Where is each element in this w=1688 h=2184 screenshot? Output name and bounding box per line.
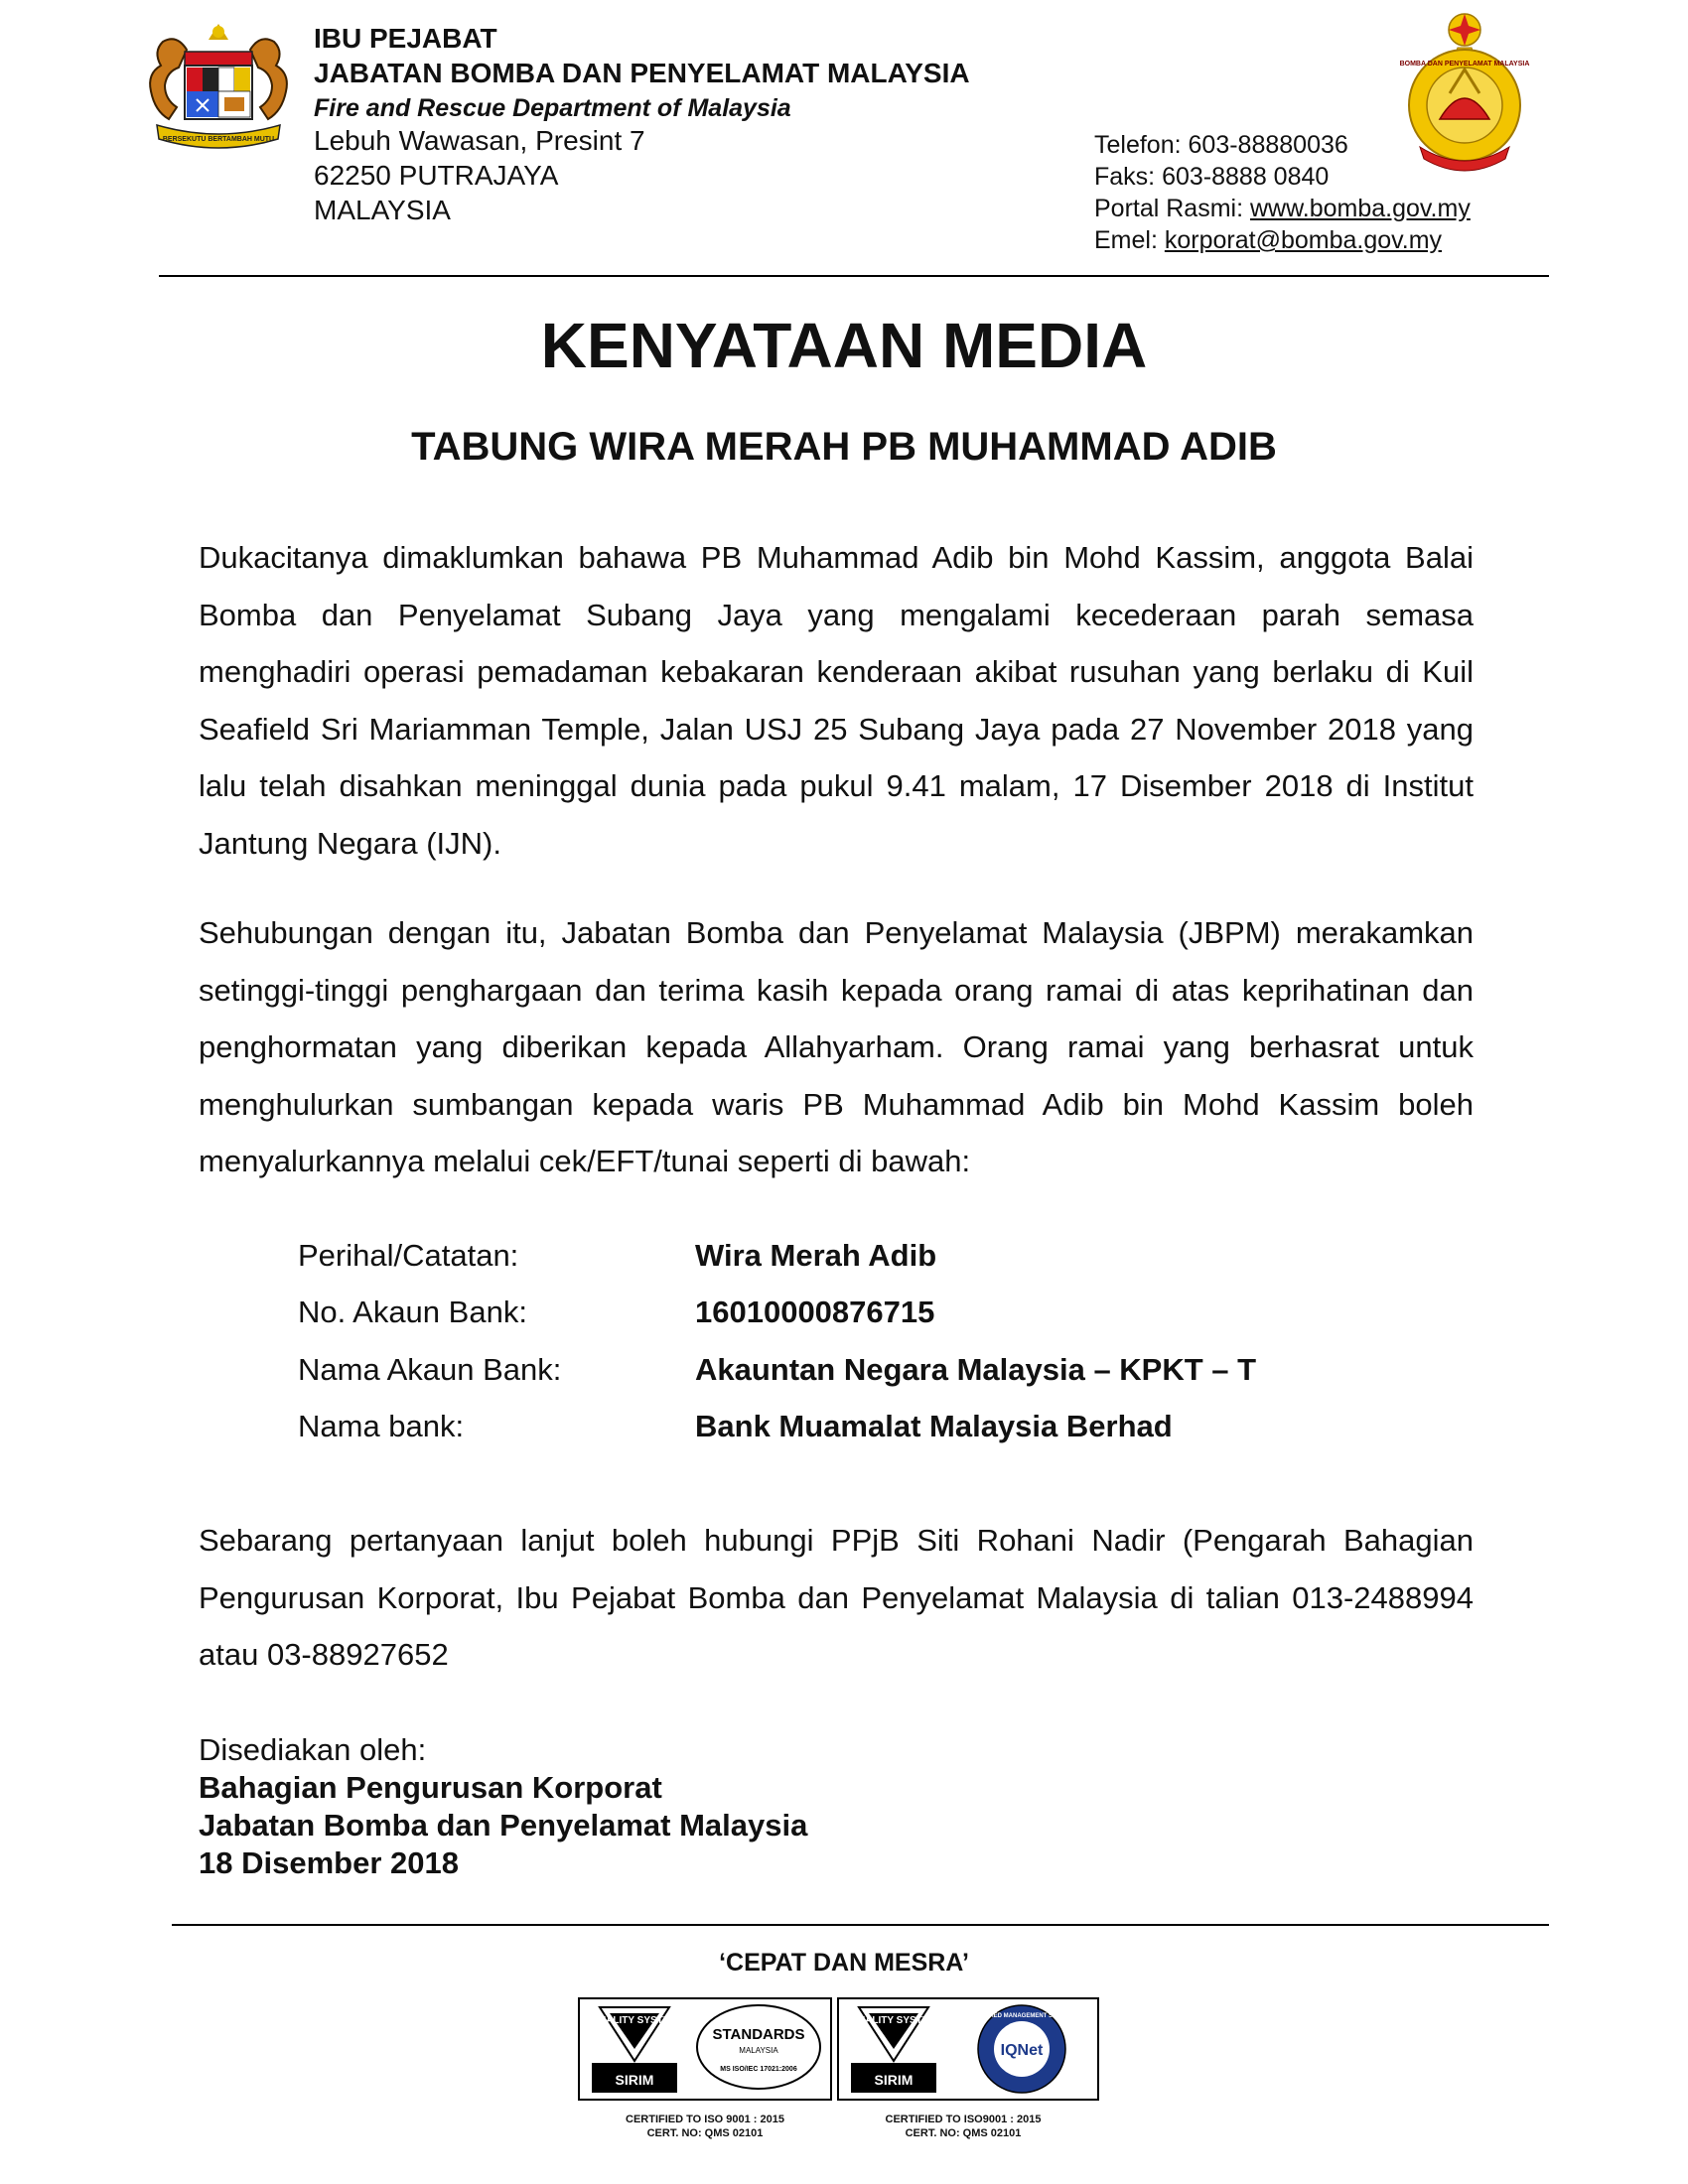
coat-of-arms-logo xyxy=(117,22,321,156)
org-line-1: IBU PEJABAT xyxy=(314,23,497,54)
svg-text:QUALITY SYSTEM: QUALITY SYSTEM xyxy=(591,2015,678,2026)
prepared-date: 18 Disember 2018 xyxy=(199,1845,459,1880)
paragraph-enquiry: Sebarang pertanyaan lanjut boleh hubungi PPjB Siti Rohani Nadir (Pengarah Bahagian Pengurusan Korporat, Ibu Pejabat Bomba dan Penyelamat Malaysia di talian 013-2488994 atau 03-88927652 xyxy=(199,1523,1474,1672)
bank-detail-value: Akauntan Negara Malaysia – KPKT – T xyxy=(695,1352,1257,1387)
prepared-by-label: Disediakan oleh: xyxy=(199,1732,427,1767)
bank-detail-value: Wira Merah Adib xyxy=(695,1238,937,1273)
certification-1-standard: CERTIFIED TO ISO 9001 : 2015 xyxy=(626,2114,784,2125)
sirim-quality-system-icon xyxy=(850,2007,937,2093)
email-contact xyxy=(1094,224,1442,256)
portal-link[interactable]: www.bomba.gov.my xyxy=(1249,195,1471,222)
org-line-2: JABATAN BOMBA DAN PENYELAMAT MALAYSIA xyxy=(314,58,970,88)
document-title: KENYATAAN MEDIA xyxy=(540,310,1148,381)
email-label: Emel: xyxy=(1094,226,1165,254)
bomba-logo xyxy=(1390,8,1539,177)
bank-detail-value: 16010000876715 xyxy=(695,1295,935,1329)
telephone: Telefon: 603-88880036 xyxy=(1094,131,1348,159)
paragraph-appreciation: Sehubungan dengan itu, Jabatan Bomba dan Penyelamat Malaysia (JBPM) merakamkan setinggi-tinggi penghargaan dan terima kasih kepada orang ramai di atas keprihatinan dan penghormatan yang diberikan kepada Allahyarham. Orang ramai yang berhasrat untuk menghulurkan sumbangan kepada waris PB Muhammad Adib bin Mohd Kassim boleh menyalurkannya melalui cek/EFT/tunai seperti di bawah: xyxy=(199,915,1474,1178)
bank-detail-label: Nama bank: xyxy=(298,1409,465,1443)
address-line-1: Lebuh Wawasan, Presint 7 xyxy=(314,125,645,156)
sirim-quality-system-icon xyxy=(591,2007,678,2093)
iqnet-certified-icon xyxy=(970,2005,1072,2093)
svg-text:MALAYSIA: MALAYSIA xyxy=(739,2046,778,2055)
coat-of-arms-icon xyxy=(150,24,287,148)
bank-detail-label: No. Akaun Bank: xyxy=(298,1295,527,1329)
certification-badges-2 xyxy=(839,1999,1097,2099)
address-line-2: 62250 PUTRAJAYA xyxy=(314,160,559,191)
org-line-3-english: Fire and Rescue Department of Malaysia xyxy=(314,94,791,122)
address-line-3: MALAYSIA xyxy=(314,195,451,225)
certification-2-standard: CERTIFIED TO ISO9001 : 2015 xyxy=(885,2114,1042,2125)
bank-detail-label: Nama Akaun Bank: xyxy=(298,1352,562,1387)
svg-text:CERTIFIED MANAGEMENT SYSTEM: CERTIFIED MANAGEMENT SYSTEM xyxy=(970,2013,1073,2019)
svg-text:IQNet: IQNet xyxy=(1000,2042,1044,2059)
document-subtitle: TABUNG WIRA MERAH PB MUHAMMAD ADIB xyxy=(411,425,1277,469)
svg-text:BERSEKUTU BERTAMBAH MUTU: BERSEKUTU BERTAMBAH MUTU xyxy=(162,136,275,143)
paragraph-announcement: Dukacitanya dimaklumkan bahawa PB Muhammad Adib bin Mohd Kassim, anggota Balai Bomba dan Penyelamat Subang Jaya yang mengalami kecederaan parah semasa menghadiri operasi pemadaman kebakaran kenderaan akibat rusuhan yang berlaku di Kuil Seafield Sri Mariamman Temple, Jalan USJ 25 Subang Jaya pada 27 November 2018 yang lalu telah disahkan meninggal dunia pada pukul 9.41 malam, 17 Disember 2018 di Institut Jantung Negara (IJN). xyxy=(199,540,1474,861)
email-link[interactable]: korporat@bomba.gov.my xyxy=(1164,226,1443,254)
header-divider xyxy=(159,275,1549,277)
certification-badge-group-1 xyxy=(578,1997,832,2101)
bank-detail-value: Bank Muamalat Malaysia Berhad xyxy=(695,1409,1173,1443)
bank-detail-label: Perihal/Catatan: xyxy=(298,1238,519,1273)
bomba-emblem-icon xyxy=(1400,14,1530,171)
portal-label: Portal Rasmi: xyxy=(1094,195,1250,222)
certification-badges-1 xyxy=(580,1999,830,2099)
certification-2-number: CERT. NO: QMS 02101 xyxy=(905,2127,1022,2139)
svg-text:BOMBA DAN PENYELAMAT MALAYSIA: BOMBA DAN PENYELAMAT MALAYSIA xyxy=(1399,61,1530,68)
certification-1-number: CERT. NO: QMS 02101 xyxy=(646,2127,764,2139)
prepared-by-department: Jabatan Bomba dan Penyelamat Malaysia xyxy=(199,1808,808,1843)
svg-text:QUALITY SYSTEM: QUALITY SYSTEM xyxy=(850,2015,937,2026)
svg-text:SIRIM: SIRIM xyxy=(615,2072,654,2088)
footer-divider xyxy=(172,1924,1549,1926)
svg-text:SIRIM: SIRIM xyxy=(874,2072,914,2088)
prepared-by-division: Bahagian Pengurusan Korporat xyxy=(199,1770,662,1805)
portal-contact xyxy=(1094,193,1471,224)
certification-badge-group-2 xyxy=(837,1997,1099,2101)
fax: Faks: 603-8888 0840 xyxy=(1094,163,1330,191)
standards-malaysia-icon xyxy=(697,2005,820,2089)
footer-motto: ‘CEPAT DAN MESRA’ xyxy=(719,1949,969,1977)
svg-text:MS ISO/IEC 17021:2006: MS ISO/IEC 17021:2006 xyxy=(720,2066,797,2073)
svg-text:STANDARDS: STANDARDS xyxy=(712,2026,805,2043)
